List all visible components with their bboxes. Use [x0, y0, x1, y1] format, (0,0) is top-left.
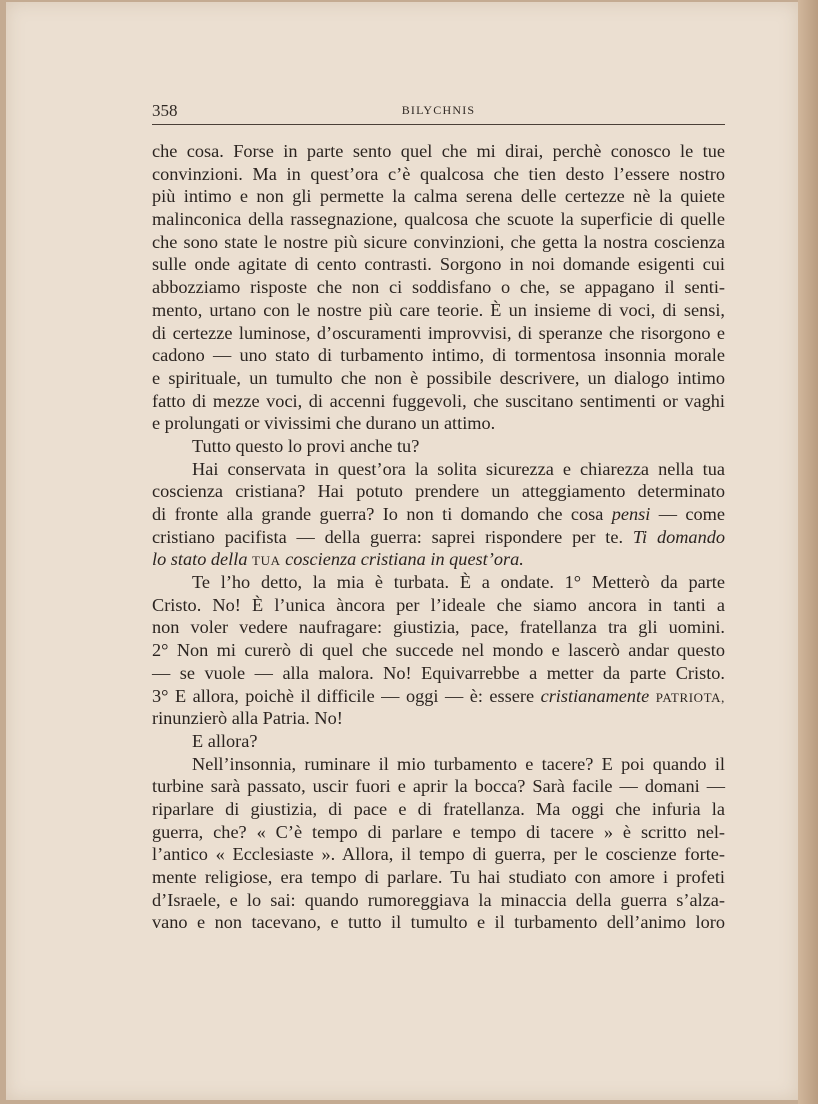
text-line-mixed — [152, 503, 725, 526]
text-line: cadono — uno stato di turbamento intimo, di tormentosa insonnia morale — [152, 345, 725, 366]
text-line: guerra, che? « C’è tempo di parlare e tempo di tacere » è scritto nel- — [152, 821, 725, 842]
text-line-mixed — [152, 548, 725, 571]
text-line: più intimo e non gli permette la calma serena delle certezze nè la quiete — [152, 186, 725, 207]
text-line: — se vuole — alla malora. No! Equivarrebbe a metter da parte Cristo. — [152, 662, 725, 683]
text-line: sulle onde agitate di cento contrasti. Sorgono in noi domande esigenti cui — [152, 254, 725, 275]
text-line: rinunzierò alla Patria. No! — [152, 708, 343, 729]
text-line: coscienza cristiana? Hai potuto prendere un atteggiamento determinato — [152, 481, 725, 502]
text-run-italic: pensi — [611, 504, 651, 524]
text-line: 2° Non mi curerò di quel che succede nel mondo e lascerò andar questo — [152, 640, 725, 661]
text-line: abbozziamo risposte che non ci soddisfano o che, se appagano il senti- — [152, 277, 725, 298]
text-line: d’Israele, e lo sai: quando rumoreggiava la minaccia della guerra s’alza- — [152, 889, 725, 910]
text-line: fatto di mezze voci, di accenni fuggevoli, che suscitano sentimenti or vaghi — [152, 390, 725, 411]
text-line: turbine sarà passato, uscir fuori e aprir la bocca? Sarà facile — domani — — [152, 776, 725, 797]
text-line: Hai conservata in quest’ora la solita sicurezza e chiarezza nella tua — [192, 458, 725, 479]
text-line: che sono state le nostre più sicure convinzioni, che getta la nostra coscienza — [152, 231, 725, 252]
text-run-smallcaps: PATRIOTA, — [655, 689, 725, 705]
text-line: E allora? — [192, 730, 258, 751]
text-run: — come — [658, 504, 725, 524]
page-number: 358 — [152, 101, 178, 120]
text-run-italic: Ti domando — [632, 526, 725, 547]
text-line: convinzioni. Ma in quest’ora c’è qualcosa che tien desto l’essere nostro — [152, 163, 725, 184]
text-line: che cosa. Forse in parte sento quel che mi dirai, perchè conosco le tue — [152, 141, 725, 161]
text-line: mente religiose, era tempo di parlare. Tu hai studiato con amore i profeti — [152, 867, 725, 887]
text-run: di fronte alla grande guerra? Io non ti domando che cosa — [152, 504, 604, 524]
text-line: riparlare di giustizia, di pace e di fratellanza. Ma oggi che infuria la — [152, 798, 725, 819]
text-run-smallcaps: TUA — [252, 553, 281, 569]
text-line: Tutto questo lo provi anche tu? — [192, 435, 420, 456]
body-text — [152, 140, 725, 934]
text-line: e prolungati or vivissimi che durano un attimo. — [152, 413, 496, 434]
text-line-mixed — [152, 685, 725, 708]
page-edge — [798, 0, 818, 1104]
text-line: malinconica della rassegnazione, qualcosa che scuote la superficie di quelle — [152, 209, 725, 230]
text-line-mixed — [152, 526, 725, 549]
text-line: Te l’ho detto, la mia è turbata. È a ondate. 1° Metterò da parte — [192, 572, 725, 593]
text-line: di certezze luminose, d’oscuramenti improvvisi, di speranze che risorgono e — [152, 322, 725, 343]
text-run-italic: cristianamente — [540, 685, 650, 706]
text-run: 3° E allora, poichè il difficile — oggi — è: essere — [152, 685, 535, 706]
text-line: Nell’insonnia, ruminare il mio turbamento e tacere? E poi quando il — [192, 753, 725, 774]
text-line: vano e non tacevano, e tutto il tumulto e il turbamento dell’animo loro — [152, 912, 725, 933]
text-line: e spirituale, un tumulto che non è possibile descrivere, un dialogo intimo — [152, 367, 725, 388]
text-run-italic: lo stato della — [152, 549, 248, 570]
text-run-italic: coscienza cristiana in quest’ora. — [285, 549, 524, 570]
text-line: l’antico « Ecclesiaste ». Allora, il tempo di guerra, per le coscienze forte- — [152, 844, 725, 865]
text-line: non voler vedere naufragare: giustizia, pace, fratellanza tra gli uomini. — [152, 617, 725, 638]
text-line: Cristo. No! È l’unica àncora per l’ideale che siamo ancora in tanti a — [152, 594, 725, 615]
header-rule — [152, 124, 725, 125]
text-run: cristiano pacifista — della guerra: saprei rispondere per te. — [152, 526, 624, 547]
text-line: mento, urtano con le nostre più care teorie. È un insieme di voci, di sensi, — [152, 299, 725, 320]
page-header — [152, 101, 725, 123]
running-head: BILYCHNIS — [401, 103, 476, 117]
